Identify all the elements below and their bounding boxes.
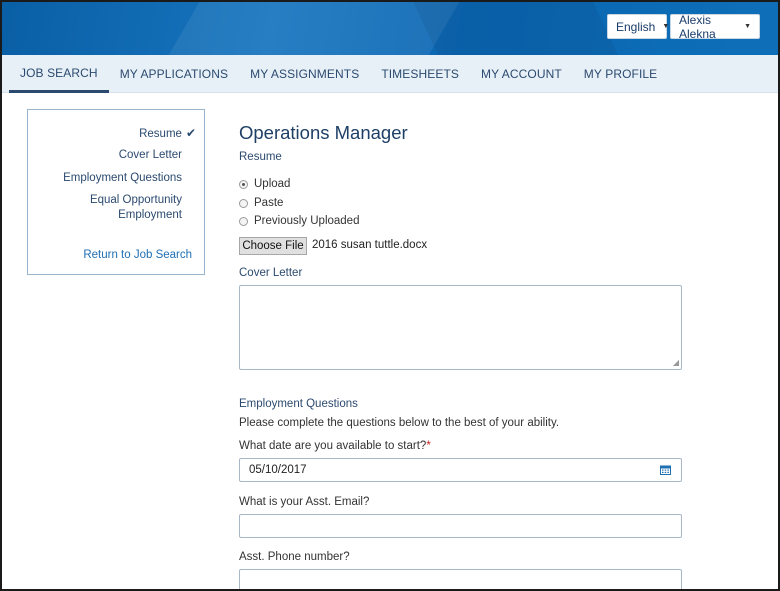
radio-upload[interactable] <box>239 180 248 189</box>
start-date-value: 05/10/2017 <box>249 464 307 476</box>
user-name: Alexis Alekna <box>679 12 716 41</box>
resume-section-label: Resume <box>239 151 282 163</box>
radio-previously-uploaded-label: Previously Uploaded <box>254 215 360 227</box>
main-nav <box>2 55 778 93</box>
calendar-icon[interactable] <box>660 465 671 475</box>
asst-email-input[interactable] <box>239 514 682 538</box>
radio-upload-label: Upload <box>254 178 291 190</box>
nav-job-search[interactable]: JOB SEARCH <box>9 55 109 93</box>
choose-file-button[interactable]: Choose File <box>239 237 307 255</box>
employment-questions-heading: Employment Questions <box>239 398 358 410</box>
sidebar-step-label: Resume <box>139 128 182 140</box>
radio-previously-uploaded[interactable] <box>239 217 248 226</box>
radio-paste[interactable] <box>239 199 248 208</box>
asst-phone-input[interactable] <box>239 569 682 591</box>
sidebar-step-equal-opportunity[interactable] <box>90 193 182 223</box>
sidebar-step-employment-questions[interactable]: Employment Questions <box>63 172 182 184</box>
language-dropdown[interactable] <box>607 14 670 39</box>
sidebar-step-cover-letter[interactable]: Cover Letter <box>118 149 182 161</box>
nav-my-account[interactable]: MY ACCOUNT <box>481 67 562 81</box>
asst-phone-label: Asst. Phone number? <box>239 551 350 563</box>
start-date-label <box>239 440 431 452</box>
selected-file-name: 2016 susan tuttle.docx <box>312 239 428 251</box>
start-date-input[interactable] <box>239 458 682 482</box>
cover-letter-textarea[interactable] <box>239 285 682 370</box>
nav-my-profile[interactable]: MY PROFILE <box>583 67 658 81</box>
sidebar-step-label-line1: Equal Opportunity <box>89 194 182 206</box>
resume-option-previously-uploaded[interactable] <box>239 215 359 227</box>
sidebar-step-label-line2: Employment <box>118 209 182 221</box>
application-steps-sidebar <box>27 109 205 275</box>
employment-questions-instructions: Please complete the questions below to the best of your ability. <box>239 417 560 429</box>
caret-down-icon: ▼ <box>744 23 751 30</box>
return-to-job-search-link[interactable]: Return to Job Search <box>83 249 192 261</box>
language-label: English <box>616 19 656 34</box>
sidebar-step-resume[interactable] <box>139 126 196 142</box>
asst-email-label: What is your Asst. Email? <box>239 496 370 508</box>
start-date-label-text: What date are you available to start? <box>239 440 427 452</box>
cover-letter-label: Cover Letter <box>239 267 303 279</box>
required-asterisk: * <box>426 440 431 452</box>
page-title: Operations Manager <box>239 122 408 143</box>
nav-timesheets[interactable]: TIMESHEETS <box>381 67 459 81</box>
resume-option-upload[interactable] <box>239 178 290 190</box>
resize-handle-icon[interactable]: ◢ <box>672 358 679 367</box>
radio-paste-label: Paste <box>254 197 284 209</box>
header-banner <box>2 2 778 55</box>
check-icon: ✔ <box>185 126 196 140</box>
banner-decoration <box>404 2 640 55</box>
caret-down-icon: ▼ <box>662 23 670 30</box>
resume-option-paste[interactable] <box>239 197 283 209</box>
user-menu-dropdown[interactable] <box>670 14 760 39</box>
nav-my-applications[interactable]: MY APPLICATIONS <box>119 67 229 81</box>
nav-my-assignments[interactable]: MY ASSIGNMENTS <box>250 67 360 81</box>
